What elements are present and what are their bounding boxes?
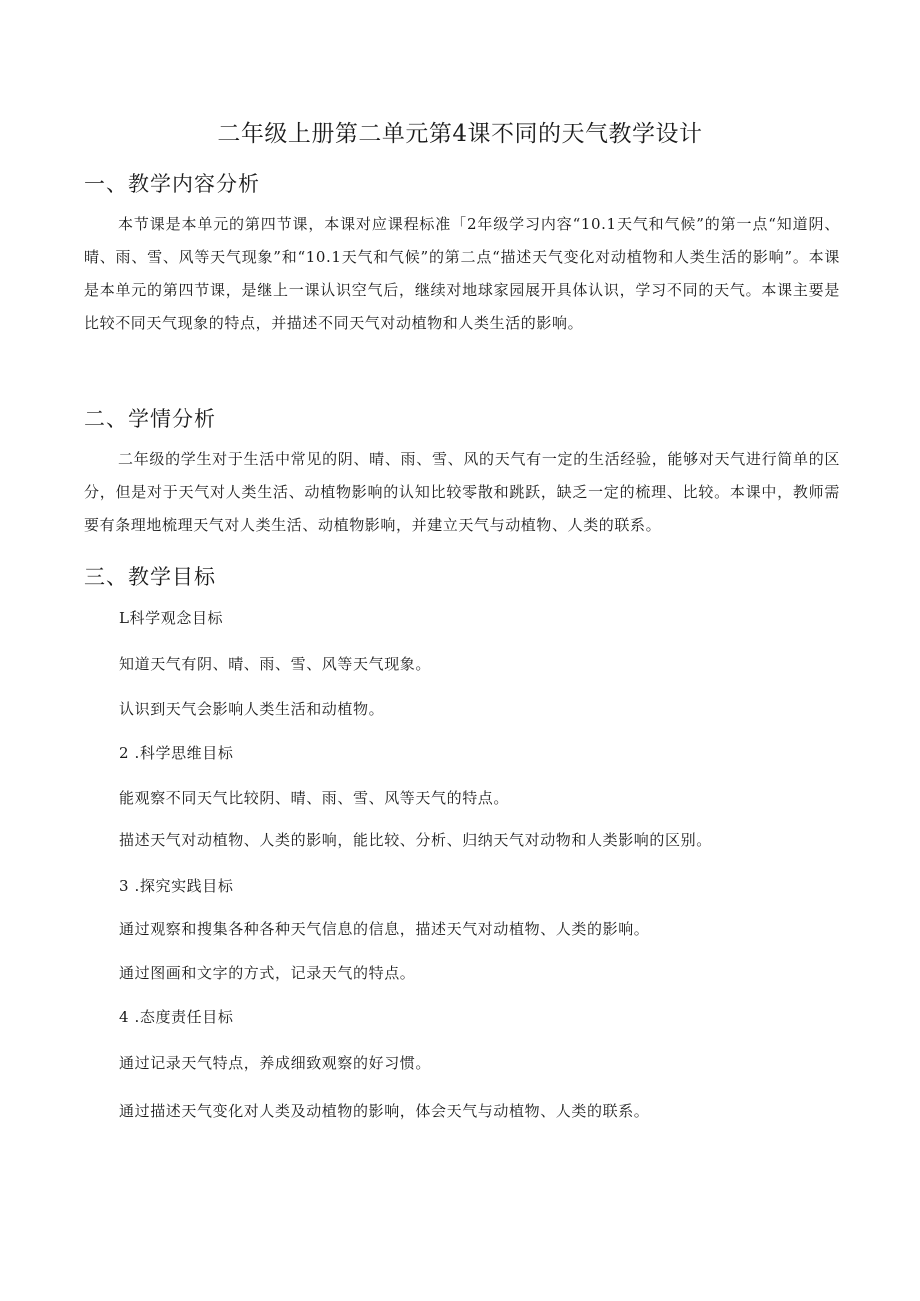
goal-item: 认识到天气会影响人类生活和动植物。 <box>119 700 385 718</box>
section-heading-teaching-goals: 三、教学目标 <box>84 565 216 589</box>
document-title: 二年级上册第二单元第4课不同的天气教学设计 <box>217 121 703 147</box>
goal-item: 通过记录天气特点，养成细致观察的好习惯。 <box>119 1054 432 1072</box>
goal-item: L科学观念目标 <box>119 609 224 627</box>
section-paragraph-student-analysis: 二年级的学生对于生活中常见的阴、晴、雨、雪、风的天气有一定的生活经验，能够对天气进行简单的区分，但是对于天气对人类生活、动植物影响的认知比较零散和跳跃，缺乏一定的梳理、比较。本课中，教师需要有条理地梳理天气对人类生活、动植物影响，并建立天气与动植物、人类的联系。 <box>84 450 840 534</box>
goal-item: 4 .态度责任目标 <box>119 1008 234 1026</box>
section-paragraph-content-analysis: 本节课是本单元的第四节课，本课对应课程标准「2年级学习内容“10.1天气和气候”的第一点“知道阴、晴、雨、雪、风等天气现象”和“10.1天气和气候”的第二点“描述天气变化对动植物和人类生活的影响”。本课是本单元的第四节课，是继上一课认识空气后，继续对地球家园展开具体认识，学习不同的天气。本课主要是比较不同天气现象的特点，并描述不同天气对动植物和人类生活的影响。 <box>84 215 840 332</box>
goal-item: 通过图画和文字的方式，记录天气的特点。 <box>119 964 416 982</box>
goal-item: 3 .探究实践目标 <box>119 877 234 895</box>
goal-item: 描述天气对动植物、人类的影响，能比较、分析、归纳天气对动物和人类影响的区别。 <box>119 831 712 849</box>
goal-item: 能观察不同天气比较阴、晴、雨、雪、风等天气的特点。 <box>119 789 510 807</box>
goal-item: 知道天气有阴、晴、雨、雪、风等天气现象。 <box>119 655 432 673</box>
section-heading-content-analysis: 一、教学内容分析 <box>84 172 260 196</box>
goal-item: 通过描述天气变化对人类及动植物的影响，体会天气与动植物、人类的联系。 <box>119 1102 650 1120</box>
section-heading-student-analysis: 二、学情分析 <box>84 407 216 431</box>
goal-item: 通过观察和搜集各种各种天气信息的信息，描述天气对动植物、人类的影响。 <box>119 920 650 938</box>
goal-item: 2 .科学思维目标 <box>119 744 234 762</box>
